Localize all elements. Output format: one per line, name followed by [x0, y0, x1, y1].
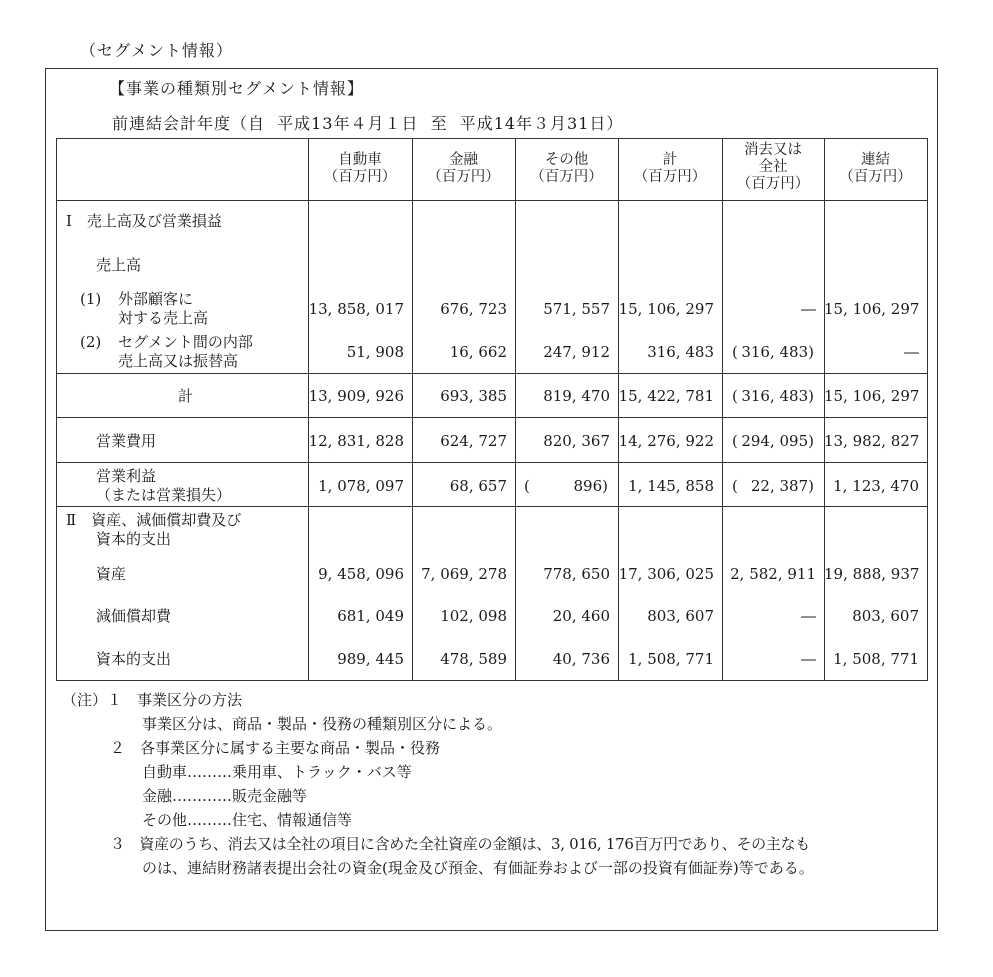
col-header-auto: 自動車 （百万円） [323, 152, 397, 185]
cell-opex-consol: 13, 982, 827 [824, 432, 920, 450]
cell-opex-elim: 294, 095) [741, 432, 814, 450]
cell-depr-other: 20, 460 [552, 607, 610, 625]
row-label-sales: 売上高 [96, 256, 142, 274]
note-2-other: その他………住宅、情報通信等 [142, 811, 353, 829]
cell-capex-elim: ― [801, 650, 816, 668]
paren-open: ( [524, 477, 530, 495]
cell-inter-elim: 316, 483) [741, 343, 814, 361]
cell-opinc-finance: 68, 657 [449, 477, 507, 495]
section-1-title: Ⅰ 売上高及び営業損益 [66, 212, 222, 230]
period-from: 平成13年４月１日 [277, 114, 419, 133]
table-rule [56, 680, 928, 681]
table-rule [927, 138, 928, 681]
period-to-label: 至 [430, 114, 448, 133]
cell-total-auto: 13, 909, 926 [308, 387, 404, 405]
cell-depr-consol: 803, 607 [852, 607, 919, 625]
row-num-inter: (2) [80, 333, 102, 351]
cell-capex-other: 40, 736 [552, 650, 610, 668]
cell-opex-auto: 12, 831, 828 [308, 432, 404, 450]
note-1-body: 事業区分は、商品・製品・役務の種類別区分による。 [142, 715, 503, 733]
note-2-finance: 金融…………販売金融等 [142, 787, 308, 805]
cell-capex-consol: 1, 508, 771 [833, 650, 919, 668]
paren-open: ( [732, 432, 738, 450]
note-2-auto: 自動車………乗用車、トラック・バス等 [142, 763, 412, 781]
period-label: 前連結会計年度（自 [112, 114, 266, 133]
table-rule [412, 138, 413, 681]
cell-opinc-auto: 1, 078, 097 [318, 477, 404, 495]
cell-depr-finance: 102, 098 [440, 607, 507, 625]
note-3-line-1: ３ 資産のうち、消去又は全社の項目に含めた全社資産の金額は、3, 016, 176百万円であり、その主なも [110, 835, 810, 853]
row-label-inter: セグメント間の内部 売上高又は振替高 [118, 333, 253, 370]
row-label-assets: 資産 [96, 565, 127, 583]
cell-inter-other: 247, 912 [543, 343, 610, 361]
cell-opinc-total: 1, 145, 858 [628, 477, 714, 495]
cell-assets-total: 17, 306, 025 [618, 565, 714, 583]
note-3-line-2: のは、連結財務諸表提出会社の資金(現金及び預金、有価証券および一部の投資有価証券)等である。 [142, 859, 814, 877]
section-title: 【事業の種類別セグメント情報】 [109, 79, 364, 98]
cell-inter-total: 316, 483 [647, 343, 714, 361]
table-rule [515, 138, 516, 681]
row-label-depr: 減価償却費 [96, 607, 172, 625]
row-label-capex: 資本的支出 [96, 650, 172, 668]
cell-total-total: 15, 422, 781 [618, 387, 714, 405]
period-to: 平成14年３月31日） [459, 114, 624, 133]
note-1-head: （注）１ 事業区分の方法 [62, 691, 243, 709]
section-2-title: Ⅱ 資産、減価償却費及び 資本的支出 [66, 511, 242, 548]
table-rule [56, 138, 57, 681]
segment-table [56, 138, 928, 681]
cell-inter-finance: 16, 662 [449, 343, 507, 361]
table-rule [56, 462, 928, 463]
cell-capex-auto: 989, 445 [337, 650, 404, 668]
paren-open: ( [732, 477, 738, 495]
cell-inter-consol: ― [904, 343, 919, 361]
table-rule [824, 138, 825, 681]
row-label-ext: 外部顧客に 対する売上高 [118, 290, 209, 327]
cell-capex-total: 1, 508, 771 [628, 650, 714, 668]
table-rule [722, 138, 723, 681]
cell-total-finance: 693, 385 [440, 387, 507, 405]
cell-opex-other: 820, 367 [543, 432, 610, 450]
cell-capex-finance: 478, 589 [440, 650, 507, 668]
cell-ext-finance: 676, 723 [440, 300, 507, 318]
table-rule [56, 200, 928, 201]
cell-depr-elim: ― [801, 607, 816, 625]
table-rule [56, 138, 928, 139]
cell-ext-auto: 13, 858, 017 [308, 300, 404, 318]
paren-open: ( [732, 343, 738, 361]
cell-total-other: 819, 470 [543, 387, 610, 405]
col-header-finance: 金融 （百万円） [427, 152, 500, 185]
col-header-consolidated: 連結 （百万円） [839, 152, 912, 185]
table-rule [56, 373, 928, 374]
cell-inter-auto: 51, 908 [346, 343, 404, 361]
cell-opinc-other: 896) [573, 477, 608, 495]
table-rule [308, 138, 309, 681]
cell-depr-total: 803, 607 [647, 607, 714, 625]
cell-depr-auto: 681, 049 [337, 607, 404, 625]
cell-ext-other: 571, 557 [543, 300, 610, 318]
row-label-opinc: 営業利益 （または営業損失） [96, 467, 232, 504]
fiscal-period [112, 111, 629, 134]
cell-assets-consol: 19, 888, 937 [824, 565, 920, 583]
cell-opex-finance: 624, 727 [440, 432, 507, 450]
table-rule [618, 138, 619, 681]
cell-assets-elim: 2, 582, 911 [730, 565, 816, 583]
caption: （セグメント情報） [80, 41, 233, 60]
cell-opinc-consol: 1, 123, 470 [833, 477, 919, 495]
cell-total-consol: 15, 106, 297 [824, 387, 920, 405]
cell-ext-total: 15, 106, 297 [618, 300, 714, 318]
col-header-other: その他 （百万円） [530, 152, 603, 185]
cell-assets-auto: 9, 458, 096 [318, 565, 404, 583]
row-label-total: 計 [178, 387, 194, 405]
cell-ext-elim: ― [801, 300, 816, 318]
table-rule [56, 417, 928, 418]
cell-total-elim: 316, 483) [741, 387, 814, 405]
cell-assets-finance: 7, 069, 278 [421, 565, 507, 583]
table-rule [56, 506, 928, 507]
paren-open: ( [732, 387, 738, 405]
row-num-ext: (1) [80, 290, 102, 308]
note-2-head: ２ 各事業区分に属する主要な商品・製品・役務 [110, 739, 441, 757]
cell-ext-consol: 15, 106, 297 [824, 300, 920, 318]
col-header-elimination: 消去又は 全社 （百万円） [736, 142, 810, 192]
cell-assets-other: 778, 650 [543, 565, 610, 583]
cell-opex-total: 14, 276, 922 [618, 432, 714, 450]
cell-opinc-elim: 22, 387) [750, 477, 814, 495]
row-label-opex: 営業費用 [96, 432, 157, 450]
col-header-total: 計 （百万円） [633, 152, 707, 185]
